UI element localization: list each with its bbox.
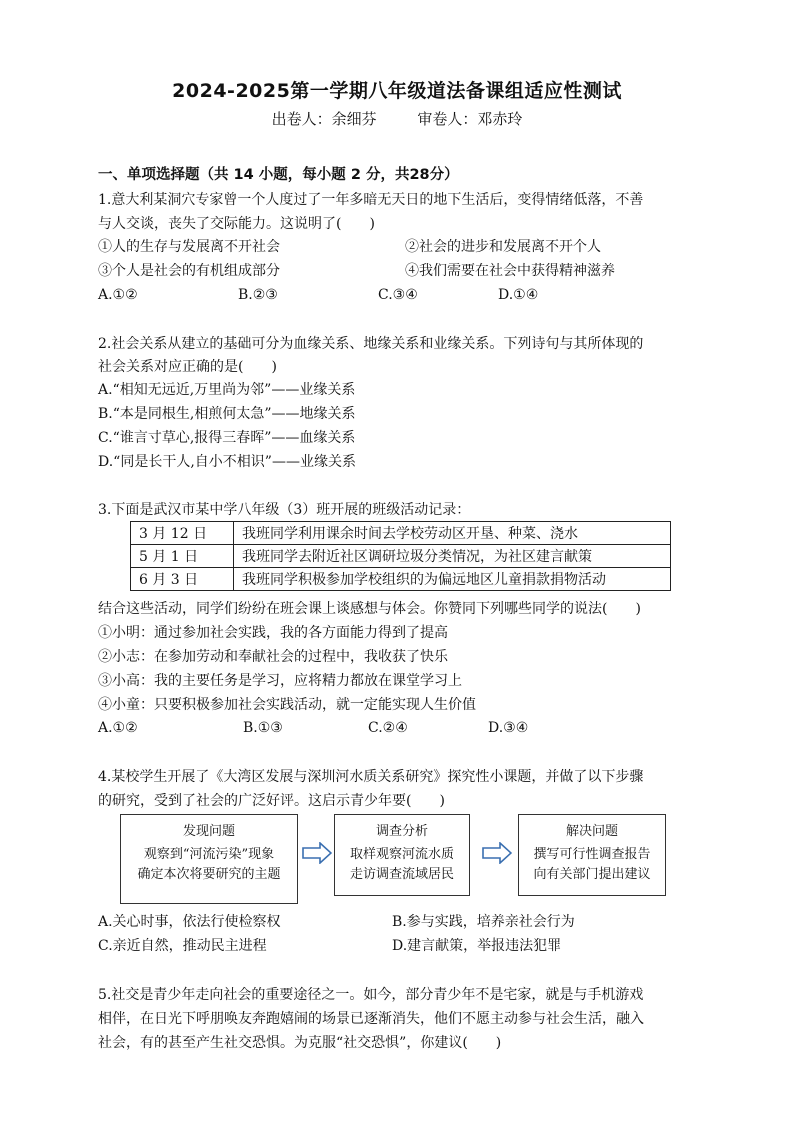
q2-stem-line1: 2.社会关系从建立的基础可分为血缘关系、地缘关系和业缘关系。下列诗句与其所体现的: [98, 336, 644, 352]
q4-option-b: B.参与实践，培养亲社会行为: [392, 914, 575, 930]
record-activity: 我班同学去附近社区调研垃圾分类情况，为社区建言献策: [234, 545, 671, 568]
q4-option-c: C.亲近自然，推动民主进程: [98, 938, 267, 954]
q1-option-d: D.①④: [498, 287, 539, 303]
q5-stem-line1: 5.社交是青少年走向社会的重要途径之一。如今，部分青少年不是宅家，就是与手机游戏: [98, 987, 644, 1003]
q3-statement-3: ③小高：我的主要任务是学习，应将精力都放在课堂学习上: [98, 673, 462, 689]
q3-option-b: B.①③: [243, 720, 283, 736]
q1-stem-line2: 与人交谈，丧失了交际能力。这说明了( ): [98, 216, 375, 232]
q5-stem-line3: 社会，有的甚至产生社交恐惧。为克服“社交恐惧”，你建议( ): [98, 1035, 502, 1051]
q3-statement-4: ④小童：只要积极参加社会实践活动，就一定能实现人生价值: [98, 697, 476, 713]
q2-option-c: C.“谁言寸草心,报得三春晖”——血缘关系: [98, 430, 356, 446]
flow-box-solve: [518, 814, 666, 896]
flow-box-text: 观察到“河流污染”现象: [143, 847, 275, 862]
record-date: 6 月 3 日: [131, 568, 234, 591]
q1-statement-2: ②社会的进步和发展离不开个人: [405, 239, 601, 255]
flow-box-text: 走访调查流域居民: [349, 867, 454, 882]
flow-box-text: 确定本次将要研究的主题: [137, 867, 281, 882]
q1-option-b: B.②③: [238, 287, 278, 303]
q4-stem-line2: 的研究，受到了社会的广泛好评。这启示青少年要( ): [98, 793, 445, 809]
q4-stem-line1: 4.某校学生开展了《大湾区发展与深圳河水质关系研究》探究性小课题，并做了以下步骤: [98, 769, 644, 785]
exam-title: 2024-2025第一学期八年级道法备课组适应性测试: [172, 80, 622, 102]
record-date: 3 月 12 日: [131, 522, 234, 545]
table-row: [131, 522, 671, 545]
exam-authors: [0, 108, 794, 129]
table-row: [131, 568, 671, 591]
q3-statement-2: ②小志：在参加劳动和奉献社会的过程中，我收获了快乐: [98, 649, 448, 665]
q4-option-d: D.建言献策，举报违法犯罪: [392, 938, 562, 954]
reviewer-label: 审卷人：邓赤玲: [417, 110, 523, 128]
q3-stem-line2: 结合这些活动，同学们纷纷在班会课上谈感想与体会。你赞同下列哪些同学的说法( ): [98, 601, 641, 617]
section-heading: 一、单项选择题（共 14 小题，每小题 2 分，共28分）: [98, 167, 459, 183]
flow-box-title: 调查分析: [375, 824, 428, 839]
flow-box-analyze: [334, 814, 470, 896]
q1-statement-1: ①人的生存与发展离不开社会: [98, 239, 280, 255]
flow-arrow-icon: [482, 842, 512, 864]
activity-record-table: [130, 521, 671, 591]
q2-option-b: B.“本是同根生,相煎何太急”——地缘关系: [98, 406, 356, 422]
q1-statement-3: ③个人是社会的有机组成部分: [98, 263, 280, 279]
q2-stem-line2: 社会关系对应正确的是( ): [98, 359, 277, 375]
q2-option-a: A.“相知无远近,万里尚为邻”——业缘关系: [98, 382, 356, 398]
q1-stem-line1: 1.意大利某洞穴专家曾一个人度过了一年多暗无天日的地下生活后，变得情绪低落，不善: [98, 192, 644, 208]
q3-option-a: A.①②: [98, 720, 138, 736]
flow-box-text: 取样观察河流水质: [349, 847, 454, 862]
q3-option-c: C.②④: [368, 720, 408, 736]
q2-option-d: D.“同是长干人,自小不相识”——业缘关系: [98, 454, 356, 470]
q1-option-c: C.③④: [378, 287, 418, 303]
q3-option-d: D.③④: [488, 720, 529, 736]
flow-box-title: 发现问题: [182, 824, 235, 839]
flow-box-discover: [120, 814, 298, 904]
q5-stem-line2: 相伴，在日光下呼朋唤友奔跑嬉闹的场景已逐渐消失，他们不愿主动参与社会生活，融入: [98, 1011, 644, 1027]
q3-stem-line1: 3.下面是武汉市某中学八年级（3）班开展的班级活动记录：: [98, 502, 471, 518]
record-activity: 我班同学积极参加学校组织的为偏远地区儿童捐款捐物活动: [234, 568, 671, 591]
record-activity: 我班同学利用课余时间去学校劳动区开垦、种菜、浇水: [234, 522, 671, 545]
flow-arrow-icon: [302, 842, 332, 864]
table-row: [131, 545, 671, 568]
record-date: 5 月 1 日: [131, 545, 234, 568]
flow-box-title: 解决问题: [565, 824, 618, 839]
flow-box-text: 向有关部门提出建议: [533, 867, 651, 882]
setter-label: 出卷人：余细芬: [271, 110, 377, 128]
q4-option-a: A.关心时事，依法行使检察权: [98, 914, 281, 930]
q1-option-a: A.①②: [98, 287, 138, 303]
q1-statement-4: ④我们需要在社会中获得精神滋养: [405, 263, 615, 279]
q3-statement-1: ①小明：通过参加社会实践，我的各方面能力得到了提高: [98, 625, 448, 641]
flow-box-text: 撰写可行性调查报告: [533, 847, 651, 862]
